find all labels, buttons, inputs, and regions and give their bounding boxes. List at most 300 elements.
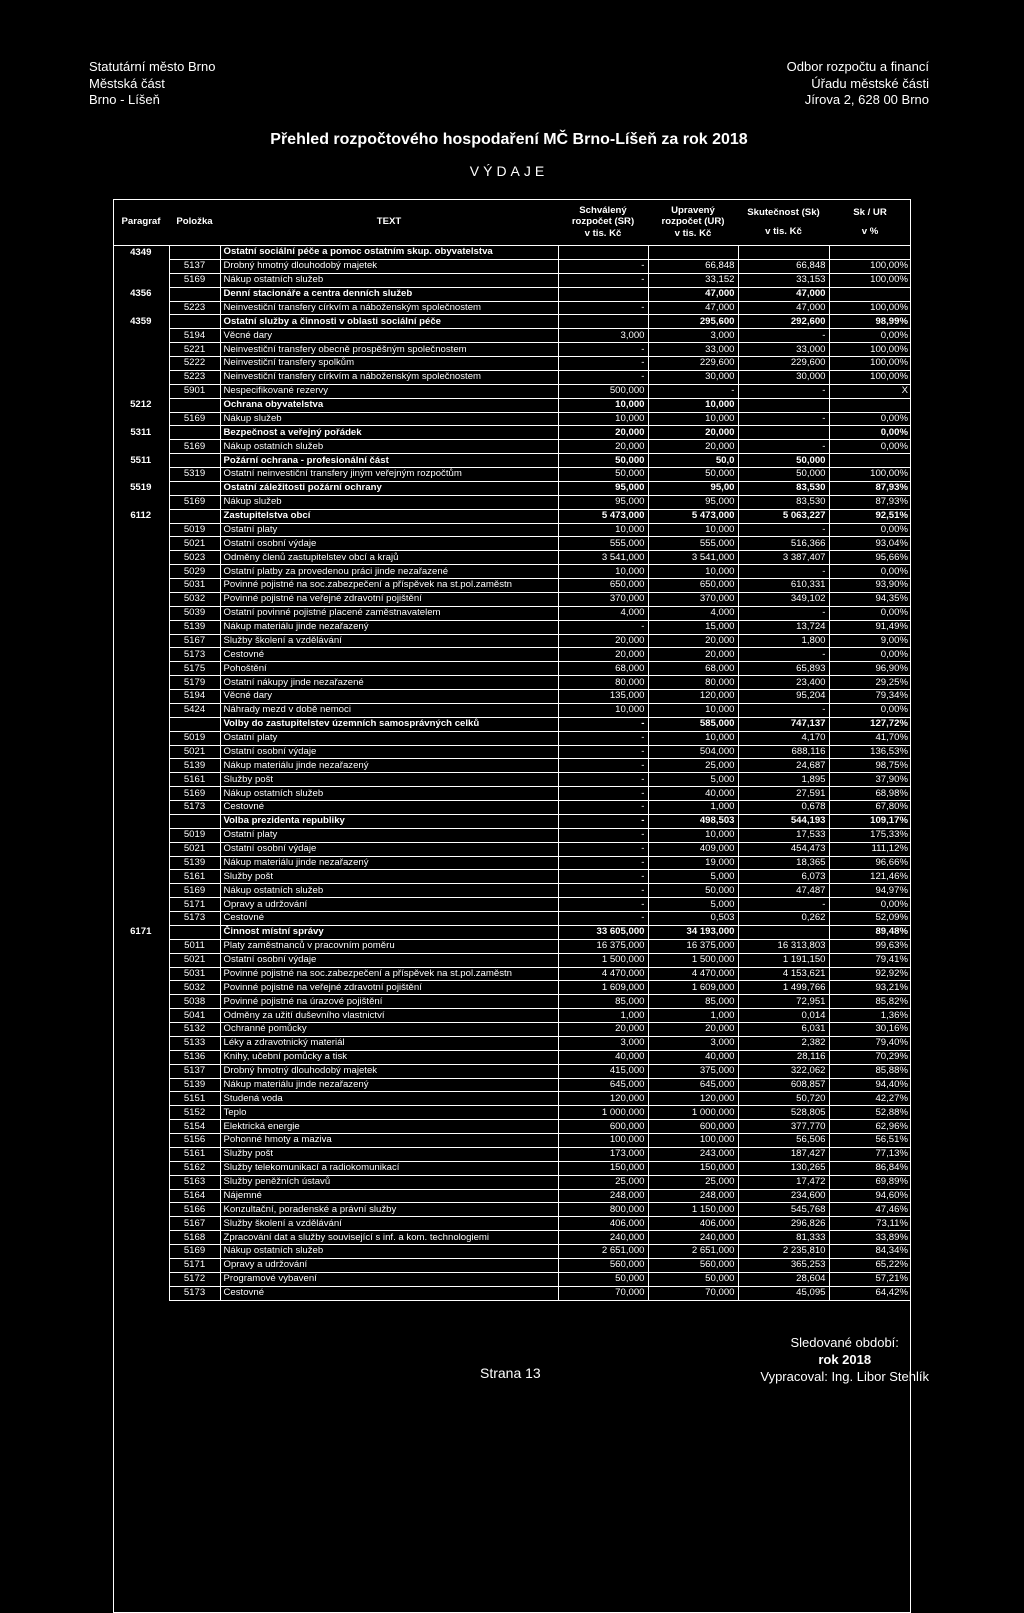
polozka-cell: 5151: [169, 1092, 220, 1106]
ur-cell: 560,000: [648, 1258, 738, 1272]
text-cell: Ochrana obyvatelstva: [220, 398, 558, 412]
table-row: [113, 1231, 911, 1245]
ur-cell: 95,00: [648, 481, 738, 495]
ur-cell: 1,000: [648, 1009, 738, 1023]
paragraf-cell: [113, 343, 169, 357]
percent-cell: 94,97%: [829, 884, 911, 898]
section-row: [113, 398, 911, 412]
percent-cell: 62,96%: [829, 1120, 911, 1134]
polozka-cell: 5173: [169, 648, 220, 662]
sr-cell: 120,000: [558, 1092, 648, 1106]
text-cell: Služby školení a vzdělávání: [220, 1217, 558, 1231]
percent-cell: 100,00%: [829, 357, 911, 371]
sr-cell: 16 375,000: [558, 939, 648, 953]
polozka-cell: 5173: [169, 801, 220, 815]
sk-cell: 27,591: [738, 787, 829, 801]
text-cell: Služby školení a vzdělávání: [220, 634, 558, 648]
paragraf-cell: 5212: [130, 399, 152, 411]
table-row: [113, 703, 911, 717]
sr-cell: 150,000: [558, 1161, 648, 1175]
text-cell: Denní stacionáře a centra denních služeb: [220, 287, 558, 301]
paragraf-cell: [113, 1203, 169, 1217]
col-header-paragraf: Paragraf: [113, 199, 169, 246]
percent-cell: 175,33%: [829, 828, 911, 842]
percent-cell: 93,04%: [829, 537, 911, 551]
sr-cell: -: [558, 731, 648, 745]
sr-cell: 50,000: [558, 468, 648, 482]
paragraf-cell: [113, 884, 169, 898]
ur-cell: 33,152: [648, 273, 738, 287]
sr-cell: 4 470,000: [558, 967, 648, 981]
sr-cell: 20,000: [558, 426, 648, 440]
percent-cell: 0,00%: [829, 648, 911, 662]
sr-cell: 1,000: [558, 1009, 648, 1023]
sr-cell: 100,000: [558, 1134, 648, 1148]
sk-cell: 6,031: [738, 1023, 829, 1037]
sr-cell: 2 651,000: [558, 1245, 648, 1259]
percent-cell: 85,82%: [829, 995, 911, 1009]
polozka-cell: [169, 246, 220, 260]
polozka-cell: 5032: [169, 981, 220, 995]
ur-cell: 229,600: [648, 357, 738, 371]
sr-cell: 415,000: [558, 1064, 648, 1078]
ur-cell: 15,000: [648, 620, 738, 634]
paragraf-cell: [113, 1286, 169, 1300]
sk-cell: 688,116: [738, 745, 829, 759]
polozka-cell: 5154: [169, 1120, 220, 1134]
paragraf-cell: [113, 787, 169, 801]
sk-cell: 234,600: [738, 1189, 829, 1203]
ur-cell: 34 193,000: [648, 925, 738, 939]
paragraf-cell: [113, 1023, 169, 1037]
percent-cell: 79,34%: [829, 690, 911, 704]
percent-cell: 96,90%: [829, 662, 911, 676]
polozka-cell: 5139: [169, 620, 220, 634]
text-cell: Služby pošt: [220, 1147, 558, 1161]
sk-cell: 229,600: [738, 357, 829, 371]
ur-cell: 585,000: [648, 717, 738, 731]
polozka-cell: 5137: [169, 259, 220, 273]
sk-cell: 65,893: [738, 662, 829, 676]
polozka-cell: 5221: [169, 343, 220, 357]
sr-cell: 555,000: [558, 537, 648, 551]
percent-cell: 37,90%: [829, 773, 911, 787]
paragraf-cell: [113, 370, 169, 384]
ur-cell: 3,000: [648, 1036, 738, 1050]
table-row: [113, 537, 911, 551]
sr-cell: 1 609,000: [558, 981, 648, 995]
paragraf-cell: [113, 1120, 169, 1134]
header-city: Statutární město Brno: [89, 59, 216, 74]
sk-cell: 47,000: [738, 301, 829, 315]
sr-cell: 80,000: [558, 676, 648, 690]
percent-cell: 100,00%: [829, 273, 911, 287]
paragraf-cell: [113, 703, 169, 717]
ur-cell: 1 500,000: [648, 953, 738, 967]
text-cell: Nespecifikované rezervy: [220, 384, 558, 398]
polozka-cell: 5223: [169, 301, 220, 315]
text-cell: Povinné pojistné na úrazové pojištění: [220, 995, 558, 1009]
table-row: [113, 440, 911, 454]
sk-cell: 83,530: [738, 481, 829, 495]
paragraf-cell: [113, 648, 169, 662]
polozka-cell: [169, 481, 220, 495]
text-cell: Ostatní osobní výdaje: [220, 953, 558, 967]
percent-cell: 91,49%: [829, 620, 911, 634]
percent-cell: 9,00%: [829, 634, 911, 648]
sk-cell: 610,331: [738, 579, 829, 593]
sk-cell: 292,600: [738, 315, 829, 329]
ur-cell: 4,000: [648, 606, 738, 620]
text-cell: Ochranné pomůcky: [220, 1023, 558, 1037]
percent-cell: [829, 454, 911, 468]
ur-cell: 375,000: [648, 1064, 738, 1078]
ur-cell: -: [648, 384, 738, 398]
paragraf-cell: [113, 606, 169, 620]
table-row: [113, 259, 911, 273]
text-cell: Drobný hmotný dlouhodobý majetek: [220, 259, 558, 273]
ur-cell: 47,000: [648, 301, 738, 315]
ur-cell: 10,000: [648, 731, 738, 745]
percent-cell: 100,00%: [829, 259, 911, 273]
sr-cell: [558, 246, 648, 260]
paragraf-cell: [113, 259, 169, 273]
percent-cell: 84,34%: [829, 1245, 911, 1259]
ur-cell: 555,000: [648, 537, 738, 551]
polozka-cell: 5019: [169, 731, 220, 745]
section-row: [113, 509, 911, 523]
paragraf-cell: [113, 745, 169, 759]
table-row: [113, 828, 911, 842]
table-row: [113, 995, 911, 1009]
ur-cell: 20,000: [648, 440, 738, 454]
percent-cell: 68,98%: [829, 787, 911, 801]
polozka-cell: 5133: [169, 1036, 220, 1050]
table-row: [113, 912, 911, 926]
paragraf-cell: [113, 579, 169, 593]
sk-cell: 5 063,227: [738, 509, 829, 523]
text-cell: Ostatní záležitosti požární ochrany: [220, 481, 558, 495]
sk-cell: -: [738, 898, 829, 912]
col-header-ur: Upravený rozpočet (UR) v tis. Kč: [648, 199, 738, 246]
ur-cell: 33,000: [648, 343, 738, 357]
table-row: [113, 1064, 911, 1078]
percent-cell: 0,00%: [829, 329, 911, 343]
table-row: [113, 592, 911, 606]
table-row: [113, 787, 911, 801]
percent-cell: 73,11%: [829, 1217, 911, 1231]
polozka-cell: 5319: [169, 468, 220, 482]
header-right: [787, 59, 929, 109]
percent-cell: 42,27%: [829, 1092, 911, 1106]
percent-cell: 65,22%: [829, 1258, 911, 1272]
sr-cell: -: [558, 856, 648, 870]
table-row: [113, 731, 911, 745]
table-row: [113, 1036, 911, 1050]
percent-cell: 100,00%: [829, 370, 911, 384]
percent-cell: 0,00%: [829, 898, 911, 912]
percent-cell: 85,88%: [829, 1064, 911, 1078]
table-row: [113, 412, 911, 426]
percent-cell: 29,25%: [829, 676, 911, 690]
table-row: [113, 648, 911, 662]
sr-cell: 40,000: [558, 1050, 648, 1064]
table-body: [113, 246, 911, 1301]
text-cell: Léky a zdravotnický materiál: [220, 1036, 558, 1050]
percent-cell: [829, 398, 911, 412]
table-row: [113, 551, 911, 565]
text-cell: Služby pošt: [220, 870, 558, 884]
polozka-cell: 5171: [169, 898, 220, 912]
paragraf-cell: [113, 1258, 169, 1272]
text-cell: Služby pošt: [220, 773, 558, 787]
percent-cell: 100,00%: [829, 468, 911, 482]
polozka-cell: 5139: [169, 1078, 220, 1092]
sr-cell: 500,000: [558, 384, 648, 398]
paragraf-cell: [113, 912, 169, 926]
sk-cell: 47,487: [738, 884, 829, 898]
polozka-cell: 5173: [169, 912, 220, 926]
sk-cell: [738, 925, 829, 939]
percent-cell: 87,93%: [829, 481, 911, 495]
table-row: [113, 1147, 911, 1161]
sr-cell: -: [558, 814, 648, 828]
percent-cell: 1,36%: [829, 1009, 911, 1023]
table-row: [113, 606, 911, 620]
ur-cell: 10,000: [648, 398, 738, 412]
section-row: [113, 925, 911, 939]
percent-cell: 0,00%: [829, 426, 911, 440]
text-cell: Ostatní platby za provedenou práci jinde nezařazené: [220, 565, 558, 579]
sr-cell: 20,000: [558, 1023, 648, 1037]
sr-cell: 1 000,000: [558, 1106, 648, 1120]
text-cell: Služby peněžních ústavů: [220, 1175, 558, 1189]
sr-cell: [558, 287, 648, 301]
percent-cell: 93,21%: [829, 981, 911, 995]
sk-cell: -: [738, 565, 829, 579]
col-header-text: TEXT: [220, 199, 558, 246]
ur-cell: 40,000: [648, 1050, 738, 1064]
text-cell: Nákup ostatních služeb: [220, 884, 558, 898]
text-cell: Povinné pojistné na soc.zabezpečení a příspěvek na st.pol.zaměstn: [220, 579, 558, 593]
polozka-cell: 5163: [169, 1175, 220, 1189]
polozka-cell: 5167: [169, 1217, 220, 1231]
sr-cell: 68,000: [558, 662, 648, 676]
sr-cell: 70,000: [558, 1286, 648, 1300]
percent-cell: 0,00%: [829, 523, 911, 537]
polozka-cell: [169, 814, 220, 828]
polozka-cell: [169, 454, 220, 468]
sr-cell: -: [558, 828, 648, 842]
table-row: [113, 384, 911, 398]
sr-cell: 10,000: [558, 523, 648, 537]
sk-cell: 83,530: [738, 495, 829, 509]
header-district: Brno - Líšeň: [89, 92, 160, 107]
paragraf-cell: [113, 1036, 169, 1050]
col-header-sk: Skutečnost (Sk) v tis. Kč: [738, 199, 829, 246]
percent-cell: 67,80%: [829, 801, 911, 815]
percent-cell: 79,41%: [829, 953, 911, 967]
text-cell: Nákup služeb: [220, 495, 558, 509]
sr-cell: 5 473,000: [558, 509, 648, 523]
sk-cell: 16 313,803: [738, 939, 829, 953]
text-cell: Teplo: [220, 1106, 558, 1120]
text-cell: Ostatní sociální péče a pomoc ostatním skup. obyvatelstva: [220, 246, 558, 260]
text-cell: Pohoštění: [220, 662, 558, 676]
text-cell: Nákup ostatních služeb: [220, 273, 558, 287]
paragraf-cell: [113, 537, 169, 551]
sk-cell: 454,473: [738, 842, 829, 856]
polozka-cell: 5169: [169, 273, 220, 287]
sk-cell: -: [738, 412, 829, 426]
sr-cell: 560,000: [558, 1258, 648, 1272]
paragraf-cell: [113, 1189, 169, 1203]
sr-cell: 4,000: [558, 606, 648, 620]
ur-cell: 80,000: [648, 676, 738, 690]
ur-cell: 30,000: [648, 370, 738, 384]
percent-cell: 0,00%: [829, 606, 911, 620]
sr-cell: 25,000: [558, 1175, 648, 1189]
sk-cell: 747,137: [738, 717, 829, 731]
sr-cell: 135,000: [558, 690, 648, 704]
sk-cell: 33,000: [738, 343, 829, 357]
text-cell: Nákup ostatních služeb: [220, 787, 558, 801]
polozka-cell: 5161: [169, 1147, 220, 1161]
percent-cell: 99,63%: [829, 939, 911, 953]
text-cell: Odměny členů zastupitelstev obcí a krajů: [220, 551, 558, 565]
paragraf-cell: [113, 1217, 169, 1231]
paragraf-cell: [113, 1231, 169, 1245]
section-row: [113, 315, 911, 329]
polozka-cell: 5021: [169, 537, 220, 551]
text-cell: Konzultační, poradenské a právní služby: [220, 1203, 558, 1217]
sr-cell: 10,000: [558, 703, 648, 717]
paragraf-cell: [113, 523, 169, 537]
table-row: [113, 565, 911, 579]
sr-cell: 85,000: [558, 995, 648, 1009]
sr-cell: -: [558, 745, 648, 759]
table-row: [113, 495, 911, 509]
polozka-cell: 5169: [169, 412, 220, 426]
sk-cell: -: [738, 384, 829, 398]
table-row: [113, 1189, 911, 1203]
polozka-cell: 5162: [169, 1161, 220, 1175]
col-header-sr: Schválený rozpočet (SR) v tis. Kč: [558, 199, 648, 246]
polozka-cell: 5137: [169, 1064, 220, 1078]
text-cell: Povinné pojistné na veřejné zdravotní pojištění: [220, 981, 558, 995]
paragraf-cell: [113, 301, 169, 315]
table-row: [113, 579, 911, 593]
ur-cell: 47,000: [648, 287, 738, 301]
paragraf-cell: [113, 273, 169, 287]
text-cell: Ostatní služby a činnosti v oblasti sociální péče: [220, 315, 558, 329]
paragraf-cell: [113, 773, 169, 787]
sk-cell: 544,193: [738, 814, 829, 828]
sk-cell: 2 235,810: [738, 1245, 829, 1259]
sk-cell: 608,857: [738, 1078, 829, 1092]
percent-cell: 87,93%: [829, 495, 911, 509]
sr-cell: -: [558, 357, 648, 371]
section-row: [113, 246, 911, 260]
header-left: [89, 59, 215, 109]
text-cell: Drobný hmotný dlouhodobý majetek: [220, 1064, 558, 1078]
text-cell: Neinvestiční transfery obecně prospěšným společnostem: [220, 343, 558, 357]
paragraf-cell: [113, 1147, 169, 1161]
percent-cell: 96,66%: [829, 856, 911, 870]
table-row: [113, 370, 911, 384]
text-cell: Platy zaměstnanců v pracovním poměru: [220, 939, 558, 953]
polozka-cell: 5021: [169, 842, 220, 856]
percent-cell: 0,00%: [829, 412, 911, 426]
paragraf-cell: [113, 953, 169, 967]
sk-cell: 23,400: [738, 676, 829, 690]
sr-cell: -: [558, 343, 648, 357]
period-label: Sledované období:: [790, 1335, 899, 1350]
sr-cell: 20,000: [558, 648, 648, 662]
table-row: [113, 759, 911, 773]
sk-cell: -: [738, 648, 829, 662]
sk-cell: 349,102: [738, 592, 829, 606]
polozka-cell: 5041: [169, 1009, 220, 1023]
polozka-cell: 5011: [169, 939, 220, 953]
polozka-cell: [169, 287, 220, 301]
percent-cell: 100,00%: [829, 301, 911, 315]
sr-cell: -: [558, 884, 648, 898]
text-cell: Cestovné: [220, 912, 558, 926]
polozka-cell: 5167: [169, 634, 220, 648]
ur-cell: 600,000: [648, 1120, 738, 1134]
sk-cell: 365,253: [738, 1258, 829, 1272]
sr-cell: 10,000: [558, 412, 648, 426]
percent-cell: 100,00%: [829, 343, 911, 357]
paragraf-cell: 4356: [130, 288, 152, 300]
polozka-cell: 5173: [169, 1286, 220, 1300]
polozka-cell: [169, 509, 220, 523]
polozka-cell: 5152: [169, 1106, 220, 1120]
ur-cell: 1 150,000: [648, 1203, 738, 1217]
polozka-cell: 5032: [169, 592, 220, 606]
ur-cell: 50,0: [648, 454, 738, 468]
sk-cell: 45,095: [738, 1286, 829, 1300]
section-row: [113, 454, 911, 468]
sr-cell: -: [558, 717, 648, 731]
paragraf-cell: [113, 551, 169, 565]
percent-cell: 121,46%: [829, 870, 911, 884]
sr-cell: -: [558, 787, 648, 801]
table-row: [113, 1217, 911, 1231]
sr-cell: -: [558, 870, 648, 884]
sr-cell: -: [558, 912, 648, 926]
sk-cell: 33,153: [738, 273, 829, 287]
text-cell: Zastupitelstva obcí: [220, 509, 558, 523]
sk-cell: 296,826: [738, 1217, 829, 1231]
polozka-cell: 5171: [169, 1258, 220, 1272]
percent-cell: 98,75%: [829, 759, 911, 773]
ur-cell: 150,000: [648, 1161, 738, 1175]
table-row: [113, 1023, 911, 1037]
polozka-cell: [169, 717, 220, 731]
percent-cell: 89,48%: [829, 925, 911, 939]
percent-cell: 92,51%: [829, 509, 911, 523]
text-cell: Ostatní osobní výdaje: [220, 537, 558, 551]
text-cell: Nákup materiálu jinde nezařazený: [220, 1078, 558, 1092]
table-row: [113, 620, 911, 634]
ur-cell: 19,000: [648, 856, 738, 870]
sk-cell: 516,366: [738, 537, 829, 551]
sr-cell: 173,000: [558, 1147, 648, 1161]
text-cell: Ostatní neinvestiční transfery jiným veřejným rozpočtům: [220, 468, 558, 482]
percent-cell: 77,13%: [829, 1147, 911, 1161]
